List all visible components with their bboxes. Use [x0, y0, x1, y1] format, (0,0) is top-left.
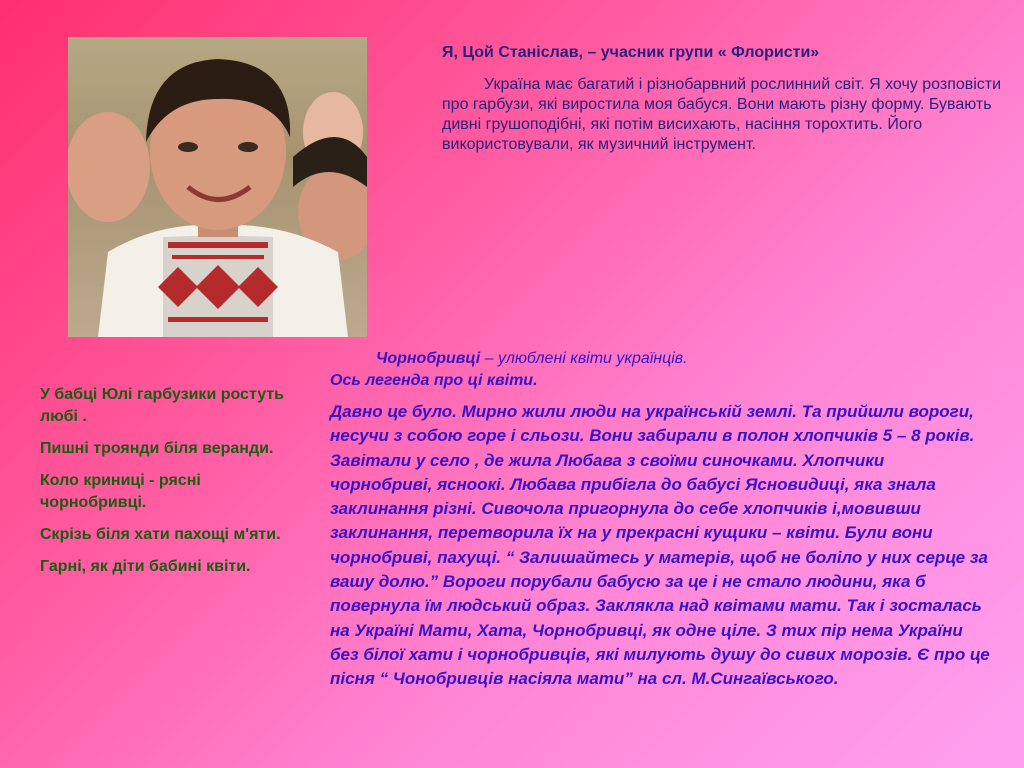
note-item: У бабці Юлі гарбузики ростуть любі .	[40, 386, 284, 425]
note-item: Пишні троянди біля веранди.	[40, 440, 274, 457]
intro-heading: Я, Цой Станіслав, – учасник групи « Флористи»	[442, 44, 820, 61]
intro-paragraph-wrapper	[442, 75, 1002, 155]
legend-title	[330, 348, 990, 370]
eye-left	[178, 142, 198, 152]
legend-subtitle: Ось легенда про ці квіти.	[330, 372, 538, 389]
legend-title-bold: Чорнобривці	[376, 350, 481, 367]
note-item: Гарні, як діти бабині квіти.	[40, 558, 251, 575]
portrait-photo-icon	[68, 37, 367, 337]
note-item: Скрізь біля хати пахощі м'яти.	[40, 526, 281, 543]
legend-block	[330, 348, 990, 692]
intro-block	[442, 43, 1002, 155]
portrait-photo	[68, 37, 367, 337]
legend-title-rest: – улюблені квіти українців.	[480, 350, 688, 367]
left-notes	[40, 384, 290, 588]
background-face-left	[68, 112, 150, 222]
intro-paragraph: Україна має багатий і різнобарвний рослинний світ. Я хочу розповісти про гарбузи, які виростила моя бабуся. Вони мають різну форму. Бувають дивні грушоподібні, які потім висихають, насіння торохтить. Його використовували, як музичний інструмент.	[442, 76, 1002, 153]
legend-story: Давно це було. Мирно жили люди на українській землі. Та прийшли вороги, несучи з собою горе і сльози. Вони забирали в полон хлопчиків 5 – 8 років. Завітали у село , де жила Любава з своїми синочками. Хлопчики чорнобриві, ясноокі. Любава прибігла до бабусі Ясновидиці, яка знала заклинання різні. Сивочола пригорнула до себе хлопчиків і,мовивши заклинання, перетворила їх на у прекрасні кущики – квіти. Були вони чорнобриві, пахущі. “ Залишайтесь у матерів, щоб не боліло у них серце за вашу долю.” Вороги порубали бабусю за це і не стало людини, яка б повернула їм людський образ. Заклякла над квітами мати. Так і зосталась на Україні Мати, Хата, Чорнобривці, як одне ціле. З тих пір нема України без білої хати і чорнобривців, які милують душу до сивих морозів. Є про це пісня “ Чонобривців насіяла мати” на сл. М.Сингаївського.	[330, 402, 990, 689]
eye-right	[238, 142, 258, 152]
note-item: Коло криниці - рясні чорнобривці.	[40, 472, 201, 511]
